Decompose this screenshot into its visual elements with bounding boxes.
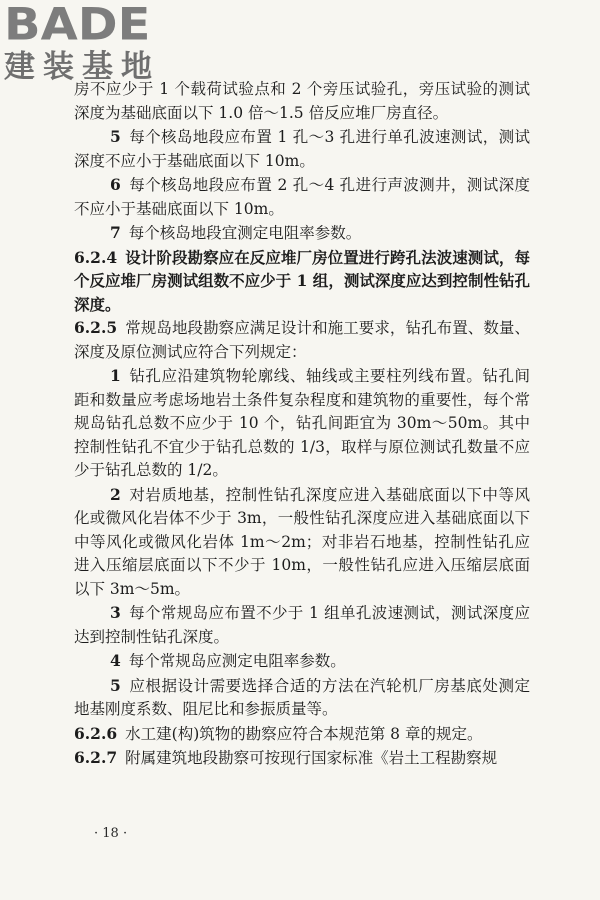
list-item bbox=[0, 221, 600, 246]
clause-text: 水工建(构)筑物的勘察应符合本规范第 8 章的规定。 bbox=[125, 724, 483, 743]
list-item bbox=[0, 601, 600, 649]
list-item bbox=[0, 125, 600, 173]
page-number: · 18 · bbox=[94, 826, 128, 841]
item-number: 4 bbox=[110, 651, 121, 670]
item-number: 7 bbox=[110, 223, 121, 242]
item-text: 每个核岛地段应布置 1 孔～3 孔进行单孔波速测试，测试深度不应小于基础底面以下 10m。 bbox=[74, 128, 530, 170]
list-item bbox=[0, 364, 600, 483]
item-number: 2 bbox=[110, 484, 121, 504]
clause-paragraph bbox=[0, 316, 600, 364]
list-item bbox=[0, 173, 600, 221]
list-item bbox=[0, 483, 600, 602]
item-number: 5 bbox=[110, 675, 121, 695]
watermark-logo bbox=[4, 2, 179, 84]
clause-text: 常规岛地段勘察应满足设计和施工要求，钻孔布置、数量、深度及原位测试应符合下列规定： bbox=[74, 319, 530, 361]
clause-paragraph bbox=[0, 246, 600, 317]
clause-text: 附属建筑地段勘察可按现行国家标准《岩土工程勘察规 bbox=[125, 749, 498, 767]
clause-number: 6.2.6 bbox=[74, 723, 118, 743]
item-text: 每个核岛地段应布置 2 孔～4 孔进行声波测井，测试深度不应小于基础底面以下 10m。 bbox=[74, 176, 530, 218]
item-number: 5 bbox=[110, 127, 121, 146]
paragraph-continuation bbox=[0, 78, 600, 125]
clause-paragraph bbox=[0, 746, 600, 771]
item-text: 对岩质地基，控制性钻孔深度应进入基础底面以下中等风化或微风化岩体不少于 3m，一般性钻孔深度应进入基础底面以下中等风化或微风化岩体 1m～2m；对非岩石地基，控制性钻孔应进入压缩层底面以下不少于 10m，一般性钻孔应进入压缩层底面以下 3m～5m。 bbox=[74, 485, 530, 598]
item-text: 钻孔应沿建筑物轮廓线、轴线或主要柱列线布置。钻孔间距和数量应考虑场地岩土条件复杂程度和建筑物的重要性，每个常规岛钻孔总数不应少于 10 个，钻孔间距宜为 30m～50m。其中控制性钻孔不宜少于钻孔总数的 1/3，取样与原位测试孔数量不应少于钻孔总数的 1/2。 bbox=[74, 367, 530, 479]
item-text: 每个核岛地段宜测定电阻率参数。 bbox=[128, 224, 362, 242]
clause-number: 6.2.5 bbox=[74, 318, 118, 337]
clause-paragraph bbox=[0, 722, 600, 747]
document-page bbox=[0, 78, 600, 771]
list-item bbox=[0, 649, 600, 674]
clause-text: 设计阶段勘察应在反应堆厂房位置进行跨孔法波速测试，每个反应堆厂房测试组数不应少于 1 组，测试深度应达到控制性钻孔深度。 bbox=[74, 247, 530, 314]
item-number: 3 bbox=[110, 603, 121, 622]
item-text: 应根据设计需要选择合适的方法在汽轮机厂房基底处测定地基刚度系数、阻尼比和参振质量等。 bbox=[74, 676, 530, 718]
item-text: 每个常规岛应测定电阻率参数。 bbox=[128, 652, 346, 670]
item-number: 1 bbox=[110, 366, 121, 385]
clause-number: 6.2.7 bbox=[74, 748, 118, 767]
logo-brand-text: BADE bbox=[4, 0, 151, 51]
paragraph-text: 房不应少于 1 个载荷试验点和 2 个旁压试验孔，旁压试验的测试深度为基础底面以下 1.0 倍～1.5 倍反应堆厂房直径。 bbox=[74, 80, 530, 122]
list-item bbox=[0, 674, 600, 722]
logo-sub-text: 建装基地 bbox=[4, 49, 160, 85]
clause-number: 6.2.4 bbox=[74, 247, 118, 267]
item-text: 每个常规岛应布置不少于 1 组单孔波速测试，测试深度应达到控制性钻孔深度。 bbox=[74, 604, 530, 646]
item-number: 6 bbox=[110, 175, 121, 194]
